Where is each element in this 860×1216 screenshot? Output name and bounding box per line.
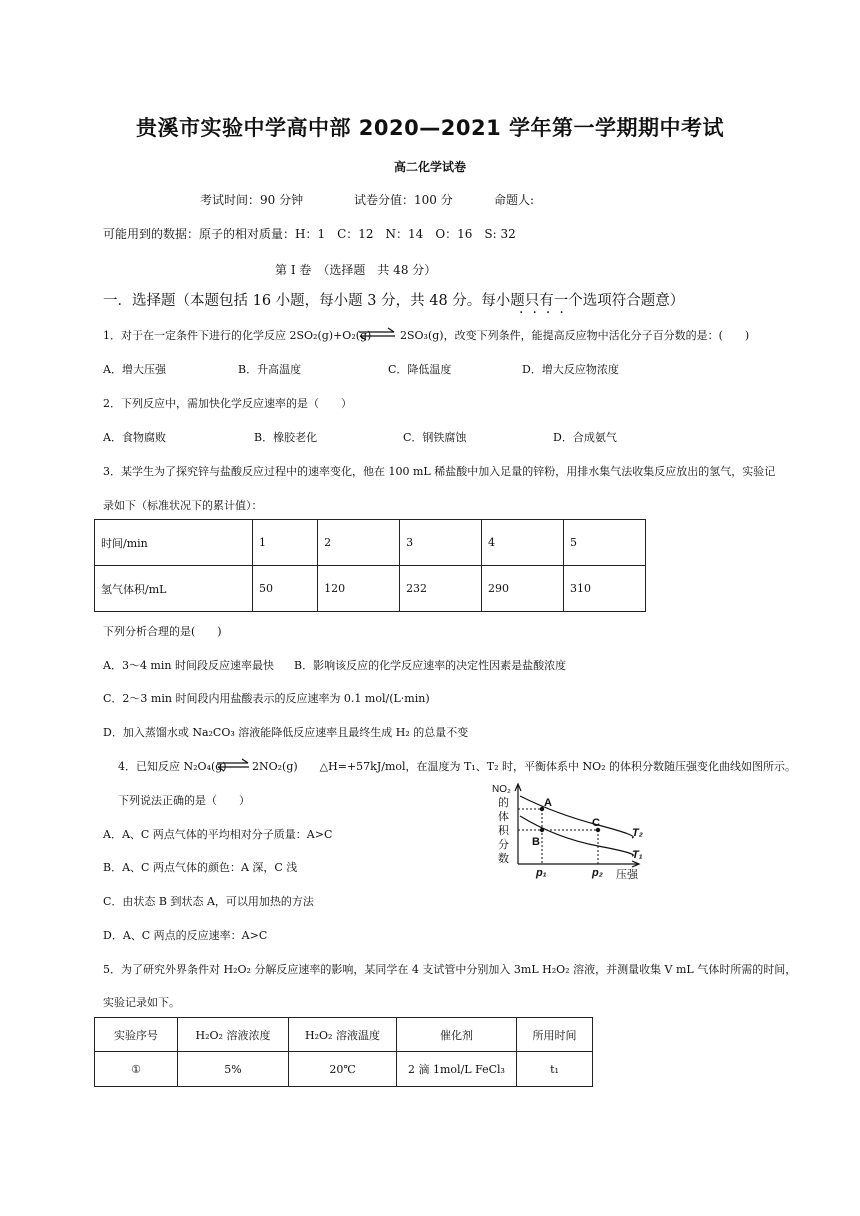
q4-figure [486,778,656,880]
q4-ask: 下列说法正确的是（ ） [118,794,250,807]
q1-option-d: D．增大反应物浓度 [522,363,619,376]
q1-option-a: A．增大压强 [103,363,166,376]
q3-option-a: A．3～4 min 时间段反应速率最快 [103,659,274,672]
table-row [95,520,646,566]
point-label-c: C [592,817,600,829]
q4-option-b: B．A、C 两点气体的颜色：A 深，C 浅 [103,861,298,874]
reversible-arrow-icon [215,758,251,772]
table-cell: 3 [400,520,482,566]
table-cell: 2 滴 1mol/L FeCl₃ [397,1052,517,1087]
q5-stem-line2: 实验记录如下。 [103,996,180,1009]
table-row [95,1052,593,1087]
table-header-cell: 实验序号 [95,1018,178,1052]
table-header-cell: 催化剂 [397,1018,517,1052]
curve-t2 [520,796,633,838]
section-heading: 一．选择题（本题包括 16 小题，每小题 3 分，共 48 分。每小题只有一个选项符合题意） [103,293,685,309]
q3-option-b: B．影响该反应的化学反应速率的决定性因素是盐酸浓度 [294,659,567,672]
q4-option-d: D．A、C 两点的反应速率：A>C [103,929,268,942]
table-cell: 50 [253,566,318,612]
table-cell: 氢气体积/mL [95,566,253,612]
q1-stem-part1: 1．对于在一定条件下进行的化学反应 2SO₂(g)+O₂(g) [103,329,372,342]
y-axis-label-char: 体 [498,811,509,823]
q5-data-table [94,1017,593,1087]
table-header-cell: H₂O₂ 溶液温度 [289,1018,397,1052]
q2-option-b: B．橡胶老化 [254,431,318,444]
y-axis-label-char: 的 [498,797,509,809]
table-row [95,566,646,612]
reversible-arrow-icon [357,327,397,341]
table-cell: 2 [318,520,400,566]
curve-label-t2: T₂ [632,827,643,839]
table-header-cell: 所用时间 [517,1018,593,1052]
x-tick-p2: p₂ [592,867,603,879]
exam-subtitle: 高二化学试卷 [393,160,466,174]
y-axis-label-char: 分 [498,839,509,851]
q2-option-c: C．钢铁腐蚀 [403,431,467,444]
table-cell: 5% [178,1052,289,1087]
exam-author: 命题人: [494,193,535,207]
q3-stem-line1: 3．某学生为了探究锌与盐酸反应过程中的速率变化，他在 100 mL 稀盐酸中加入足量的锌粉，用排水集气法收集反应放出的氢气，实验记 [103,465,776,478]
emphasis-dots: ···· [519,305,573,321]
q5-stem-line1: 5．为了研究外界条件对 H₂O₂ 分解反应速率的影响，某同学在 4 支试管中分别加入 3mL H₂O₂ 溶液，并测量收集 V mL 气体时所需的时间， [103,963,797,976]
table-cell: 5 [564,520,646,566]
q1-option-c: C．降低温度 [388,363,452,376]
y-axis-label-top: NO₂ [492,784,511,795]
table-cell: 120 [318,566,400,612]
table-cell: ① [95,1052,178,1087]
table-cell: 232 [400,566,482,612]
q2-stem: 2．下列反应中，需加快化学反应速率的是（ ） [103,397,352,410]
x-axis-label: 压强 [616,869,638,880]
q2-option-a: A．食物腐败 [103,431,166,444]
exam-score: 试卷分值：100 分 [354,193,453,207]
q3-ask: 下列分析合理的是( ) [103,625,222,638]
curve-label-t1: T₁ [632,849,643,861]
exam-time: 考试时间：90 分钟 [200,193,304,207]
atomic-mass-line: 可能用到的数据：原子的相对质量：H：1 C：12 N：14 O：16 S: 32 [103,227,516,241]
y-axis-label-char: 数 [498,853,509,865]
table-cell: 310 [564,566,646,612]
table-header-row [95,1018,593,1052]
table-cell: 时间/min [95,520,253,566]
q1-stem-part2: 2SO₃(g)，改变下列条件，能提高反应物中活化分子百分数的是：( ) [400,329,750,342]
table-cell: 290 [482,566,564,612]
table-cell: 20℃ [289,1052,397,1087]
table-cell: t₁ [517,1052,593,1087]
q4-option-a: A．A、C 两点气体的平均相对分子质量：A>C [103,828,333,841]
exam-title: 贵溪市实验中学高中部 2020—2021 学年第一学期期中考试 [135,116,724,140]
q3-stem-line2: 录如下（标准状况下的累计值）： [103,499,263,512]
q4-stem-part1: 4．已知反应 N₂O₄(g) [118,760,227,773]
point-b [540,828,544,832]
point-label-a: A [544,797,552,809]
q4-option-c: C．由状态 B 到状态 A，可以用加热的方法 [103,895,314,908]
table-header-cell: H₂O₂ 溶液浓度 [178,1018,289,1052]
q1-option-b: B．升高温度 [238,363,302,376]
point-label-b: B [532,836,540,848]
q4-stem-part2: 2NO₂(g) △H=+57kJ/mol，在温度为 T₁、T₂ 时，平衡体系中 NO₂ 的体积分数随压强变化曲线如图所示。 [252,760,797,773]
table-cell: 1 [253,520,318,566]
q3-option-c: C．2～3 min 时间段内用盐酸表示的反应速率为 0.1 mol/(L·min) [103,692,430,705]
q2-option-d: D．合成氨气 [553,431,617,444]
y-axis-label-char: 积 [498,825,509,837]
q3-data-table [94,519,646,612]
table-cell: 4 [482,520,564,566]
x-tick-p1: p₁ [536,867,547,879]
part1-heading: 第 I 卷 （选择题 共 48 分） [275,263,437,277]
q3-option-d: D．加入蒸馏水或 Na₂CO₃ 溶液能降低反应速率且最终生成 H₂ 的总量不变 [103,726,469,739]
